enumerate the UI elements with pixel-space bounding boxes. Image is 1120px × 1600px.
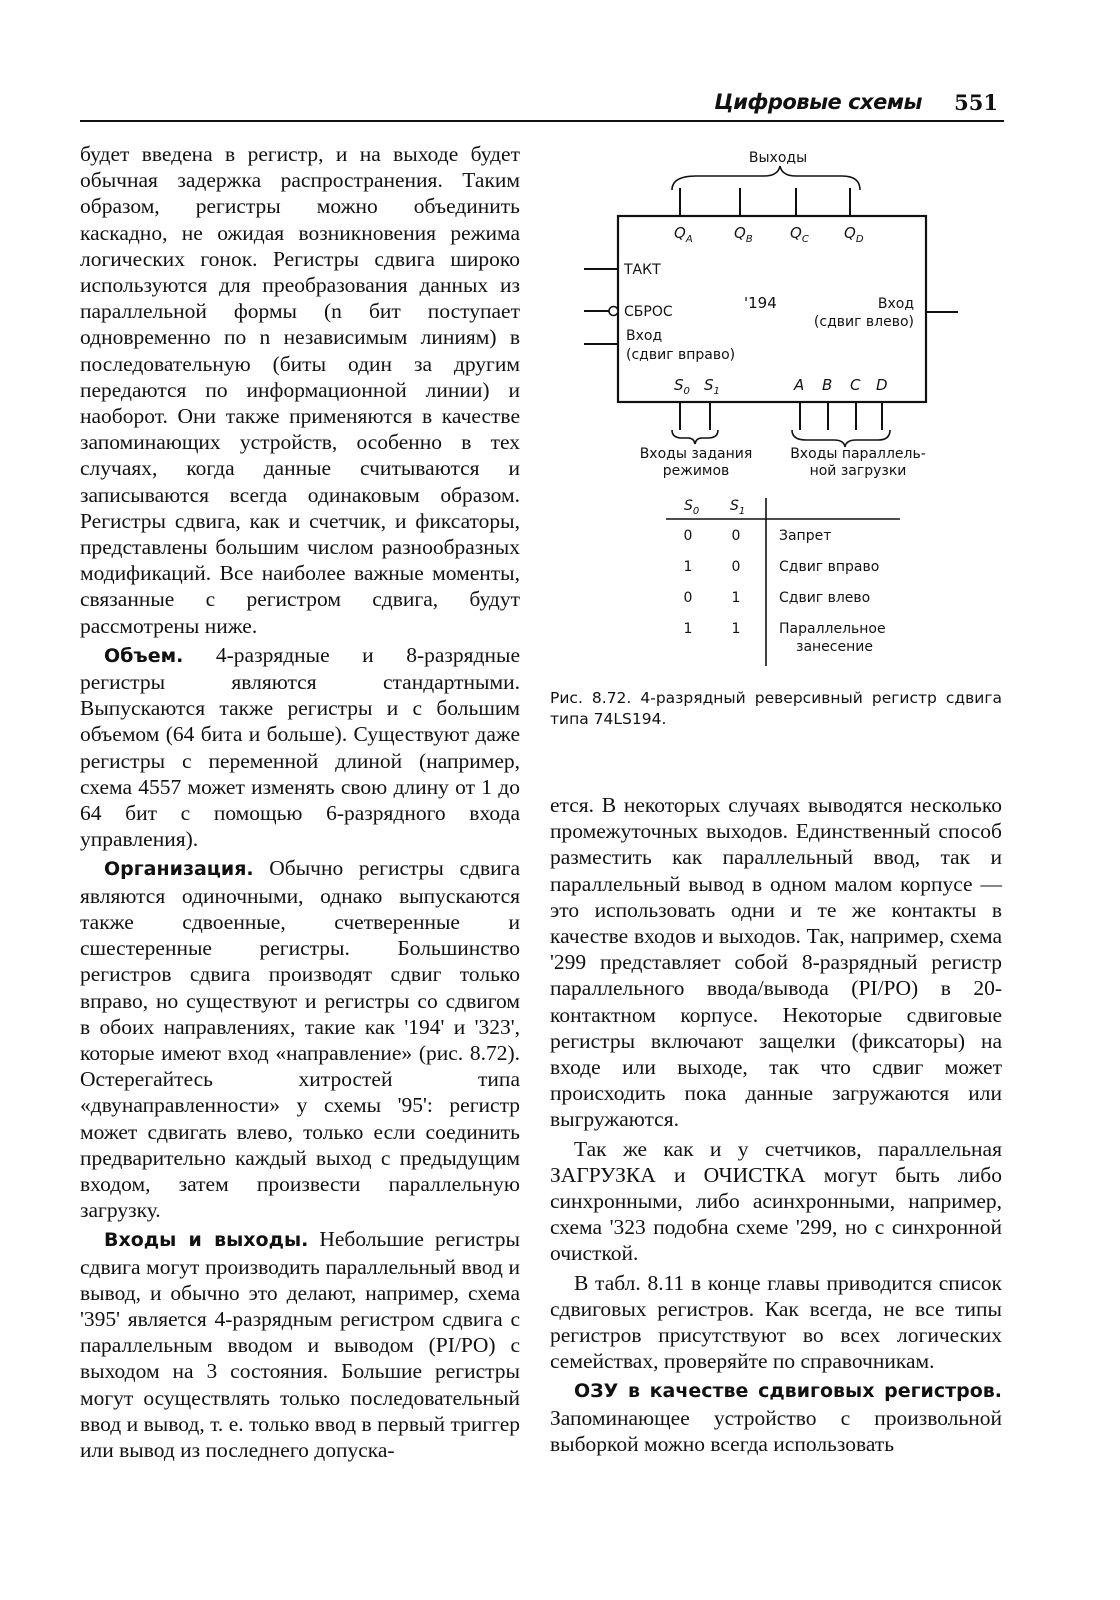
page-number: 551 [954, 90, 998, 115]
right-column [550, 792, 1002, 1457]
shift-register-diagram [566, 138, 1006, 678]
paragraph-lead: Входы и выходы. [104, 1229, 309, 1252]
data-label-c: C [850, 376, 861, 394]
reset-label: СБРОС [624, 304, 673, 320]
q-label-d: $Q_D$ [844, 224, 864, 245]
parallel-inputs-label-1: Входы параллель- [790, 446, 926, 462]
table-cell: Запрет [779, 528, 832, 544]
paragraph-text: Запоминающее устройство с произвольной выборкой можно всегда использовать [550, 1405, 1002, 1456]
paragraph-lead: Объем. [104, 644, 184, 667]
mode-inputs-label-1: Входы задания [639, 446, 753, 462]
paragraph-text: Небольшие регистры сдвига могут производить параллельный ввод и вывод, и обычно это делают, например, схема '395' является 4-разрядным регистром сдвига с параллельным вводом и выводом (PI/PO) с выходом на 3 состояния. Большие регистры могут осуществлять только последовательный ввод и вывод, т. е. только ввод в первый триггер или вывод из последнего допуска- [80, 1227, 520, 1462]
chip-label: '194 [744, 294, 777, 312]
table-cell: Параллельное [779, 621, 886, 637]
paragraph-text: Обычно регистры сдвига являются одиночными, однако выпускаются также сдвоенные, счетверенные и сшестеренные регистры. Большинство регистров сдвига производят сдвиг только вправо, но существуют и регистры со сдвигом в обоих направлениях, такие как '194' и '323', которые имеют вход «направление» (рис. 8.72). Остерегайтесь хитростей типа «двунаправленности» у схемы '95': регистр может сдвигать влево, только если соединить предварительно каждый выход с предыдущим входом, затем произвести параллельную загрузку. [80, 856, 520, 1223]
header-rule [80, 120, 1004, 122]
table-cell: 1 [731, 590, 741, 606]
running-header [80, 86, 1004, 122]
data-label-b: B [822, 376, 833, 394]
serial-left-label-1: Вход [877, 296, 914, 312]
figure-8-72 [566, 138, 1006, 678]
table-cell: занесение [796, 639, 873, 655]
paragraph: Так же как и у счетчиков, параллельная ЗАГРУЗКА и ОЧИСТКА могут быть либо синхронными, либо асинхронными, например, схема '323 подобна схеме '299, но с синхронной очисткой. [550, 1136, 1002, 1266]
mode-inputs-label-2: режимов [662, 463, 730, 479]
table-cell: 0 [731, 559, 741, 575]
paragraph: будет введена в регистр, и на выходе будет обычная задержка распространения. Таким образом, регистры можно объединить каскадно, не ожидая возникновения режима логических гонок. Регистры сдвига широко используются для преобразования данных из параллельной формы (n бит поступает одновременно по n независимым линиям) в последовательную (биты один за другим передаются по информационной линии) и наоборот. Они также применяются в качестве запоминающих устройств, особенно в тех случаях, когда данные считываются и записываются всегда одинаковым образом. Регистры сдвига, как и счетчик, и фиксаторы, представлены большим числом разнообразных модификаций. Все наиболее важные моменты, связанные с регистром сдвига, будут рассмотрены ниже. [80, 142, 520, 638]
s1-label: $S_1$ [704, 376, 720, 397]
table-cell: 1 [683, 559, 693, 575]
data-label-a: A [794, 376, 805, 394]
q-label-b: $Q_B$ [734, 224, 753, 245]
outputs-brace [672, 166, 860, 190]
table-header-s1: $S_1$ [730, 498, 746, 517]
left-column [80, 141, 520, 1463]
table-header-s0: $S_0$ [684, 498, 700, 517]
q-label-a: $Q_A$ [674, 224, 693, 245]
header-title: Цифровые схемы [714, 90, 922, 114]
table-cell: 0 [683, 528, 693, 544]
paragraph-text: 4-разрядные и 8-разрядные регистры являются стандартными. Выпускаются также регистры и с большим объемом (64 бита и больше). Существуют даже регистры с переменной длиной (например, схема 4557 может изменять свою длину от 1 до 64 бит с помощью 6-разрядного входа управления). [80, 642, 520, 852]
serial-right-label-1: Вход [626, 328, 663, 344]
mode-inputs-brace [672, 430, 718, 444]
paragraph-lead: Организация. [104, 858, 254, 881]
paragraph-lead: ОЗУ в качестве сдвиговых регистров. [574, 1380, 1002, 1403]
reset-inversion-bubble [609, 307, 618, 316]
figure-caption: Рис. 8.72. 4-разрядный реверсивный регистр сдвига типа 74LS194. [550, 689, 1002, 728]
parallel-inputs-label-2: ной загрузки [809, 463, 907, 479]
paragraph-io [80, 1226, 520, 1463]
parallel-inputs-brace [792, 430, 890, 447]
clock-label: ТАКТ [624, 262, 661, 278]
serial-left-label-2: (сдвиг влево) [813, 314, 914, 330]
s0-label: $S_0$ [674, 376, 690, 397]
paragraph-volume [80, 642, 520, 853]
serial-right-label-2: (сдвиг вправо) [626, 347, 736, 363]
table-cell: Сдвиг влево [779, 590, 871, 606]
paragraph: ется. В некоторых случаях выводятся несколько промежуточных выходов. Единственный способ разместить как параллельный ввод, так и параллельный вывод в одном малом корпусе — это использовать одни и те же контакты в качестве входов и выходов. Так, например, схема '299 представляет собой 8-разрядный регистр параллельного ввода/вывода (PI/PO) в 20-контактном корпусе. Некоторые сдвиговые регистры включают защелки (фиксаторы) на входе или выходе, так что сдвиг может происходить пока данные загружаются или выгружаются. [550, 793, 1002, 1132]
table-cell: Сдвиг вправо [779, 559, 880, 575]
paragraph-ram [550, 1377, 1002, 1457]
table-cell: 1 [683, 621, 693, 637]
paragraph: В табл. 8.11 в конце главы приводится список сдвиговых регистров. Как всегда, не все типы регистров присутствуют во всех логических семействах, проверяйте по справочникам. [550, 1270, 1002, 1374]
table-cell: 0 [683, 590, 693, 606]
outputs-label: Выходы [748, 150, 808, 166]
table-cell: 1 [731, 621, 741, 637]
q-label-c: $Q_C$ [790, 224, 809, 245]
mode-table [666, 498, 900, 666]
data-label-d: D [876, 376, 888, 394]
paragraph-organization [80, 855, 520, 1223]
table-cell: 0 [731, 528, 741, 544]
